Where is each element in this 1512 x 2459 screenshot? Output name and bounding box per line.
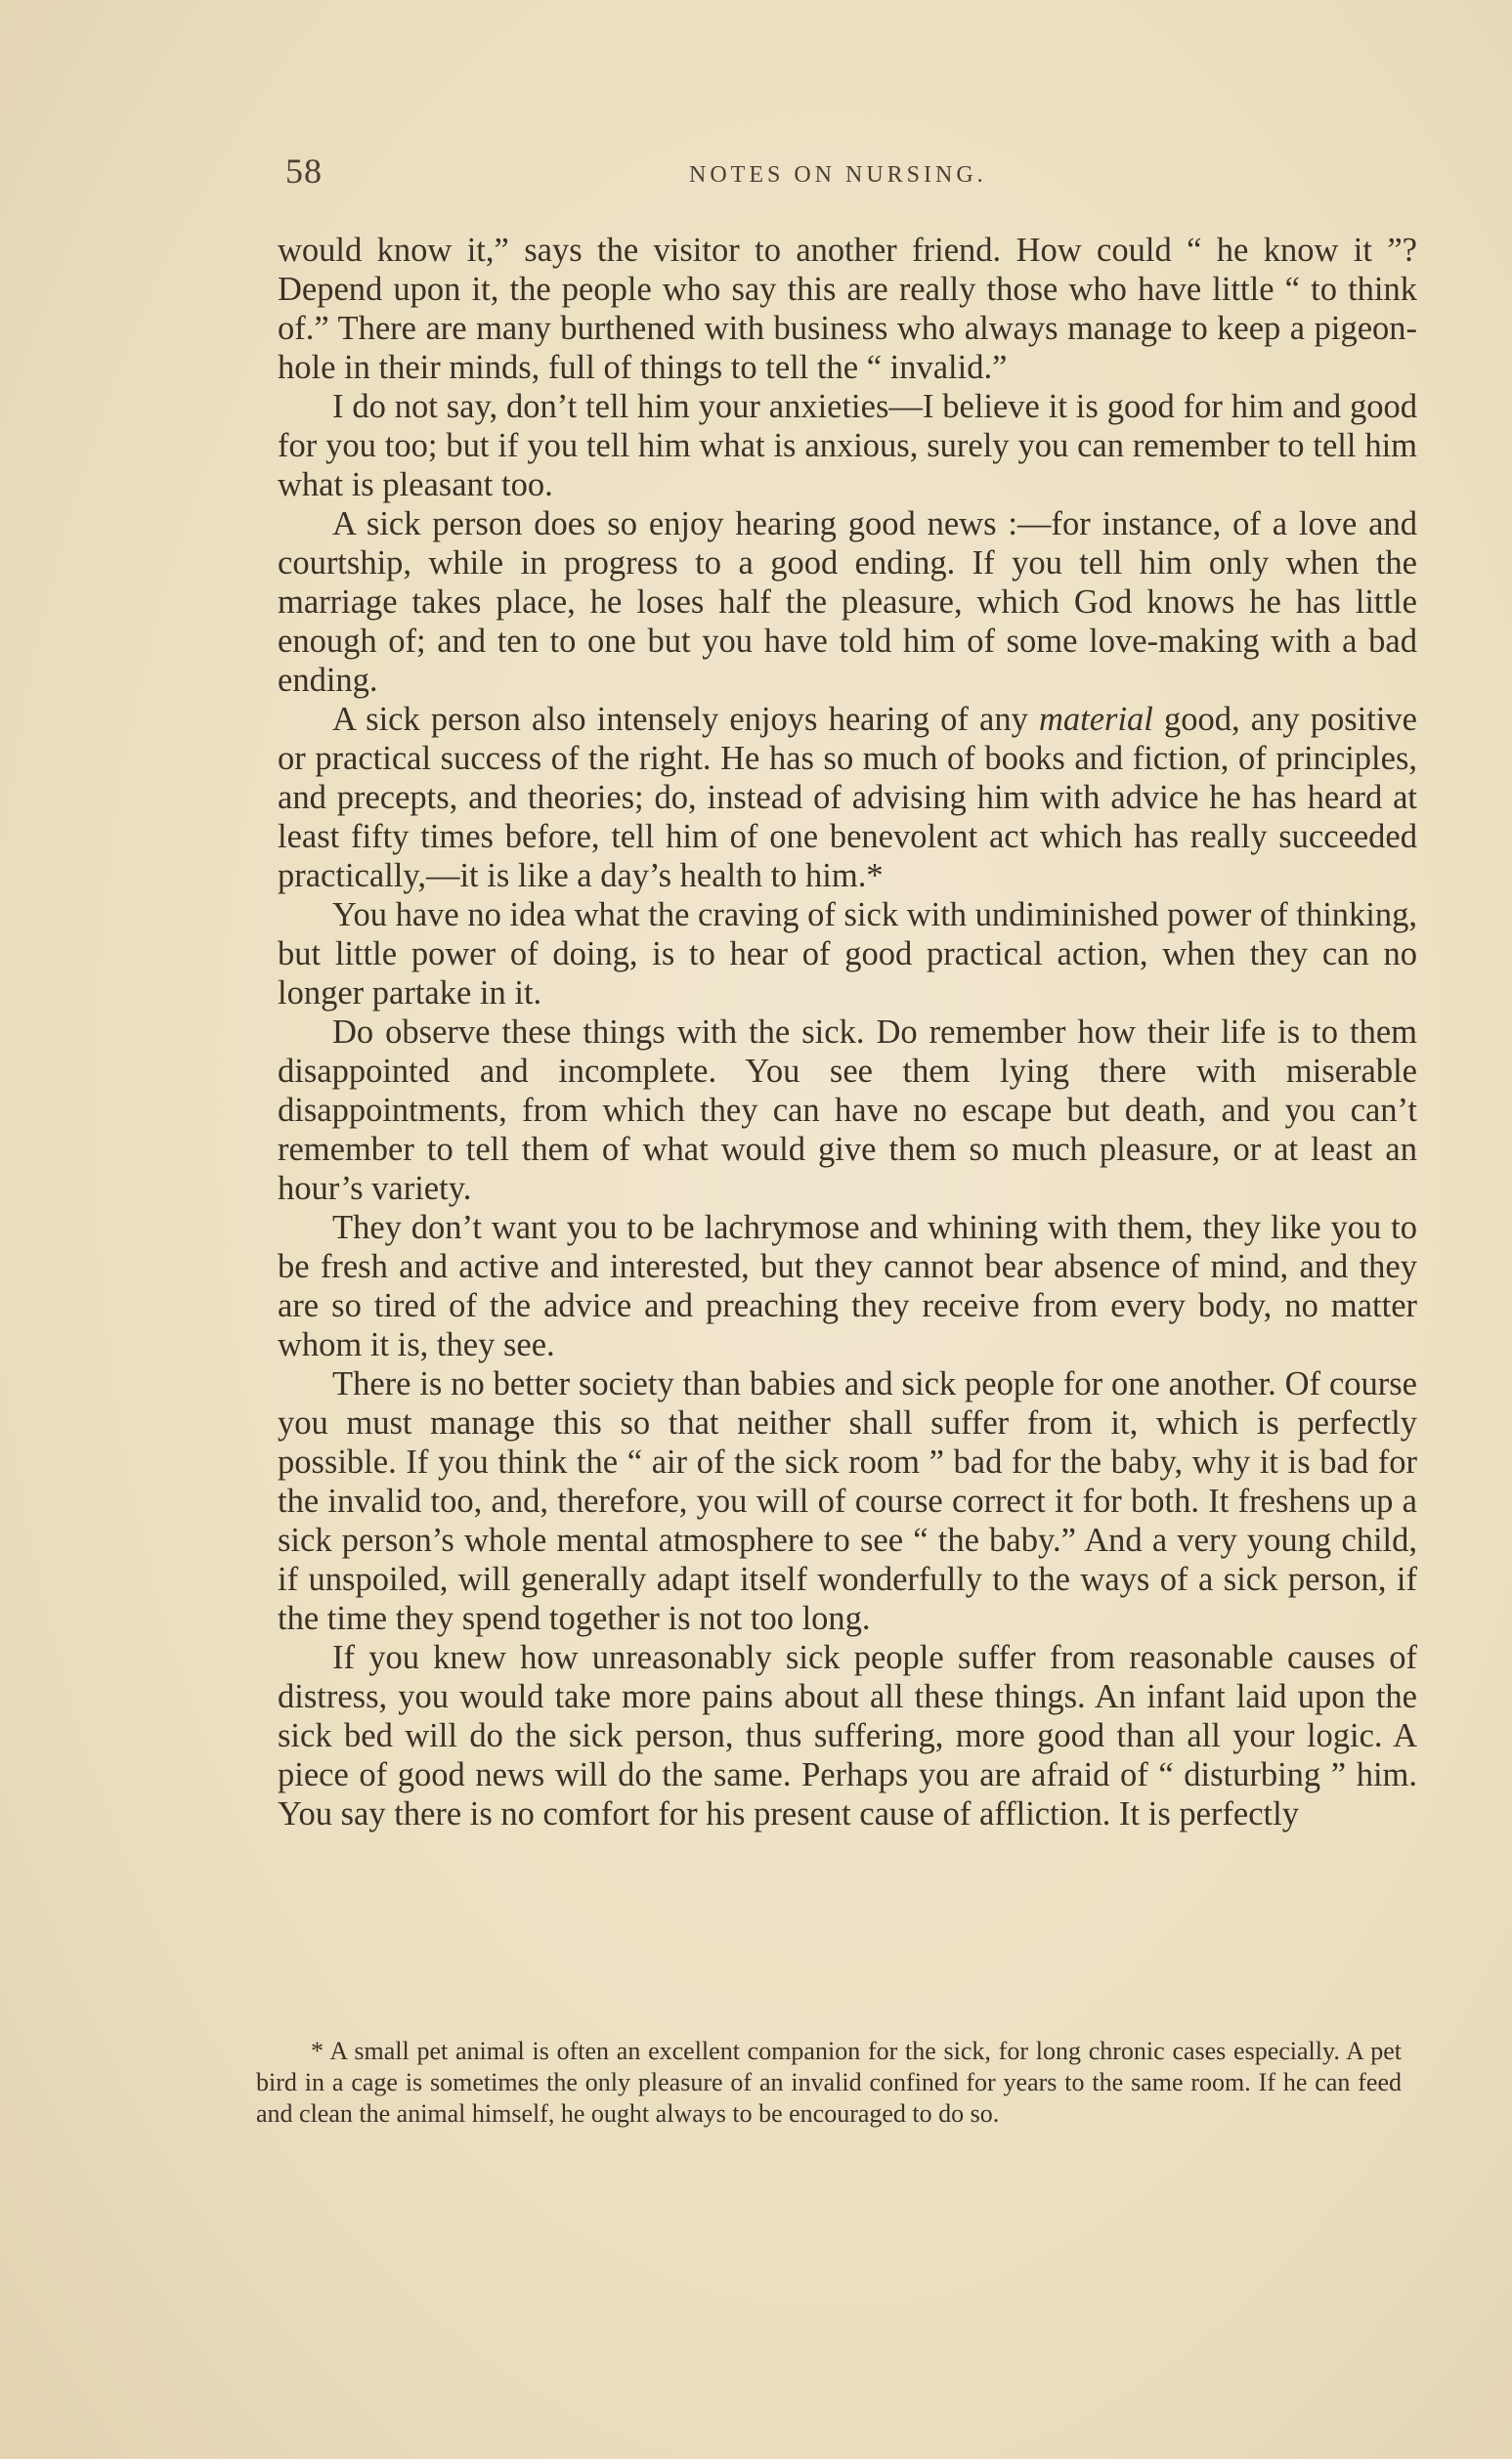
material-paragraph-after: good, any positive or practical success of the right. He has so much of books and fiction, of principles, and precepts, and theories; do, instead of advising him with advice he has heard at least fifty times before, tell him of one benevolent act which has really succeeded practically,—it is like a day’s health to him.*	[278, 701, 1417, 894]
paragraph-continuation: would know it,” says the visitor to another friend. How could “ he know it ”? Depend upon it, the people who say this are really those who have little “ to think of.” There are many burthened with business who always manage to keep a pigeon-hole in their minds, full of things to tell the “ invalid.”	[278, 232, 1417, 386]
footnote-pet-animal: * A small pet animal is often an excellent companion for the sick, for long chronic cases especially. A pet bird in a cage is sometimes the only pleasure of an invalid confined for years to the same room. If he can feed and clean the animal himself, he ought always to be encouraged to do so.	[256, 2037, 1402, 2128]
footnotes	[256, 2036, 1402, 2130]
material-emphasis: material	[1038, 701, 1153, 738]
paragraph-good-news: A sick person does so enjoy hearing good news :—for instance, of a love and courtship, while in progress to a good ending. If you tell him only when the marriage takes place, he loses half the pleasure, which God knows he has little enough of; and ten to one but you have told him of some love-making with a bad ending.	[278, 505, 1417, 699]
running-head: NOTES ON NURSING.	[689, 162, 987, 188]
body-text	[278, 231, 1417, 1833]
paragraph-lachrymose: They don’t want you to be lachrymose and whining with them, they like you to be fresh and active and interested, but they cannot bear absence of mind, and they are so tired of the advice and preaching they receive from every body, no matter whom it is, they see.	[278, 1209, 1417, 1363]
paragraph-babies: There is no better society than babies and sick people for one another. Of course you must manage this so that neither shall suffer from it, which is perfectly possible. If you think the “ air of the sick room ” bad for the baby, why it is bad for the invalid too, and, therefore, you will of course correct it for both. It freshens up a sick person’s whole mental atmosphere to see “ the baby.” And a very young child, if unspoiled, will generally adapt itself wonderfully to the ways of a sick person, if the time they spend together is not too long.	[278, 1365, 1417, 1637]
paragraph-anxieties: I do not say, don’t tell him your anxieties—I believe it is good for him and good for you too; but if you tell him what is anxious, surely you can remember to tell him what is pleasant too.	[278, 388, 1417, 503]
page-number: 58	[285, 151, 323, 191]
paragraph-craving: You have no idea what the craving of sick with undiminished power of thinking, but little power of doing, is to hear of good practical action, when they can no longer partake in it.	[278, 896, 1417, 1012]
paragraph-observe: Do observe these things with the sick. Do remember how their life is to them disappointed and incomplete. You see them lying there with miserable disappointments, from which they can have no escape but death, and you can’t remember to tell them of what would give them so much pleasure, or at least an hour’s variety.	[278, 1014, 1417, 1207]
material-paragraph-before: A sick person also intensely enjoys hearing of any	[332, 701, 1039, 738]
paragraph-unreasonably: If you knew how unreasonably sick people suffer from reasonable causes of distress, you would take more pains about all these things. An infant laid upon the sick bed will do the sick person, thus suffering, more good than all your logic. A piece of good news will do the same. Perhaps you are afraid of “ disturbing ” him. You say there is no comfort for his present cause of affliction. It is perfectly	[278, 1639, 1417, 1833]
paragraph-material-good	[278, 700, 1417, 895]
